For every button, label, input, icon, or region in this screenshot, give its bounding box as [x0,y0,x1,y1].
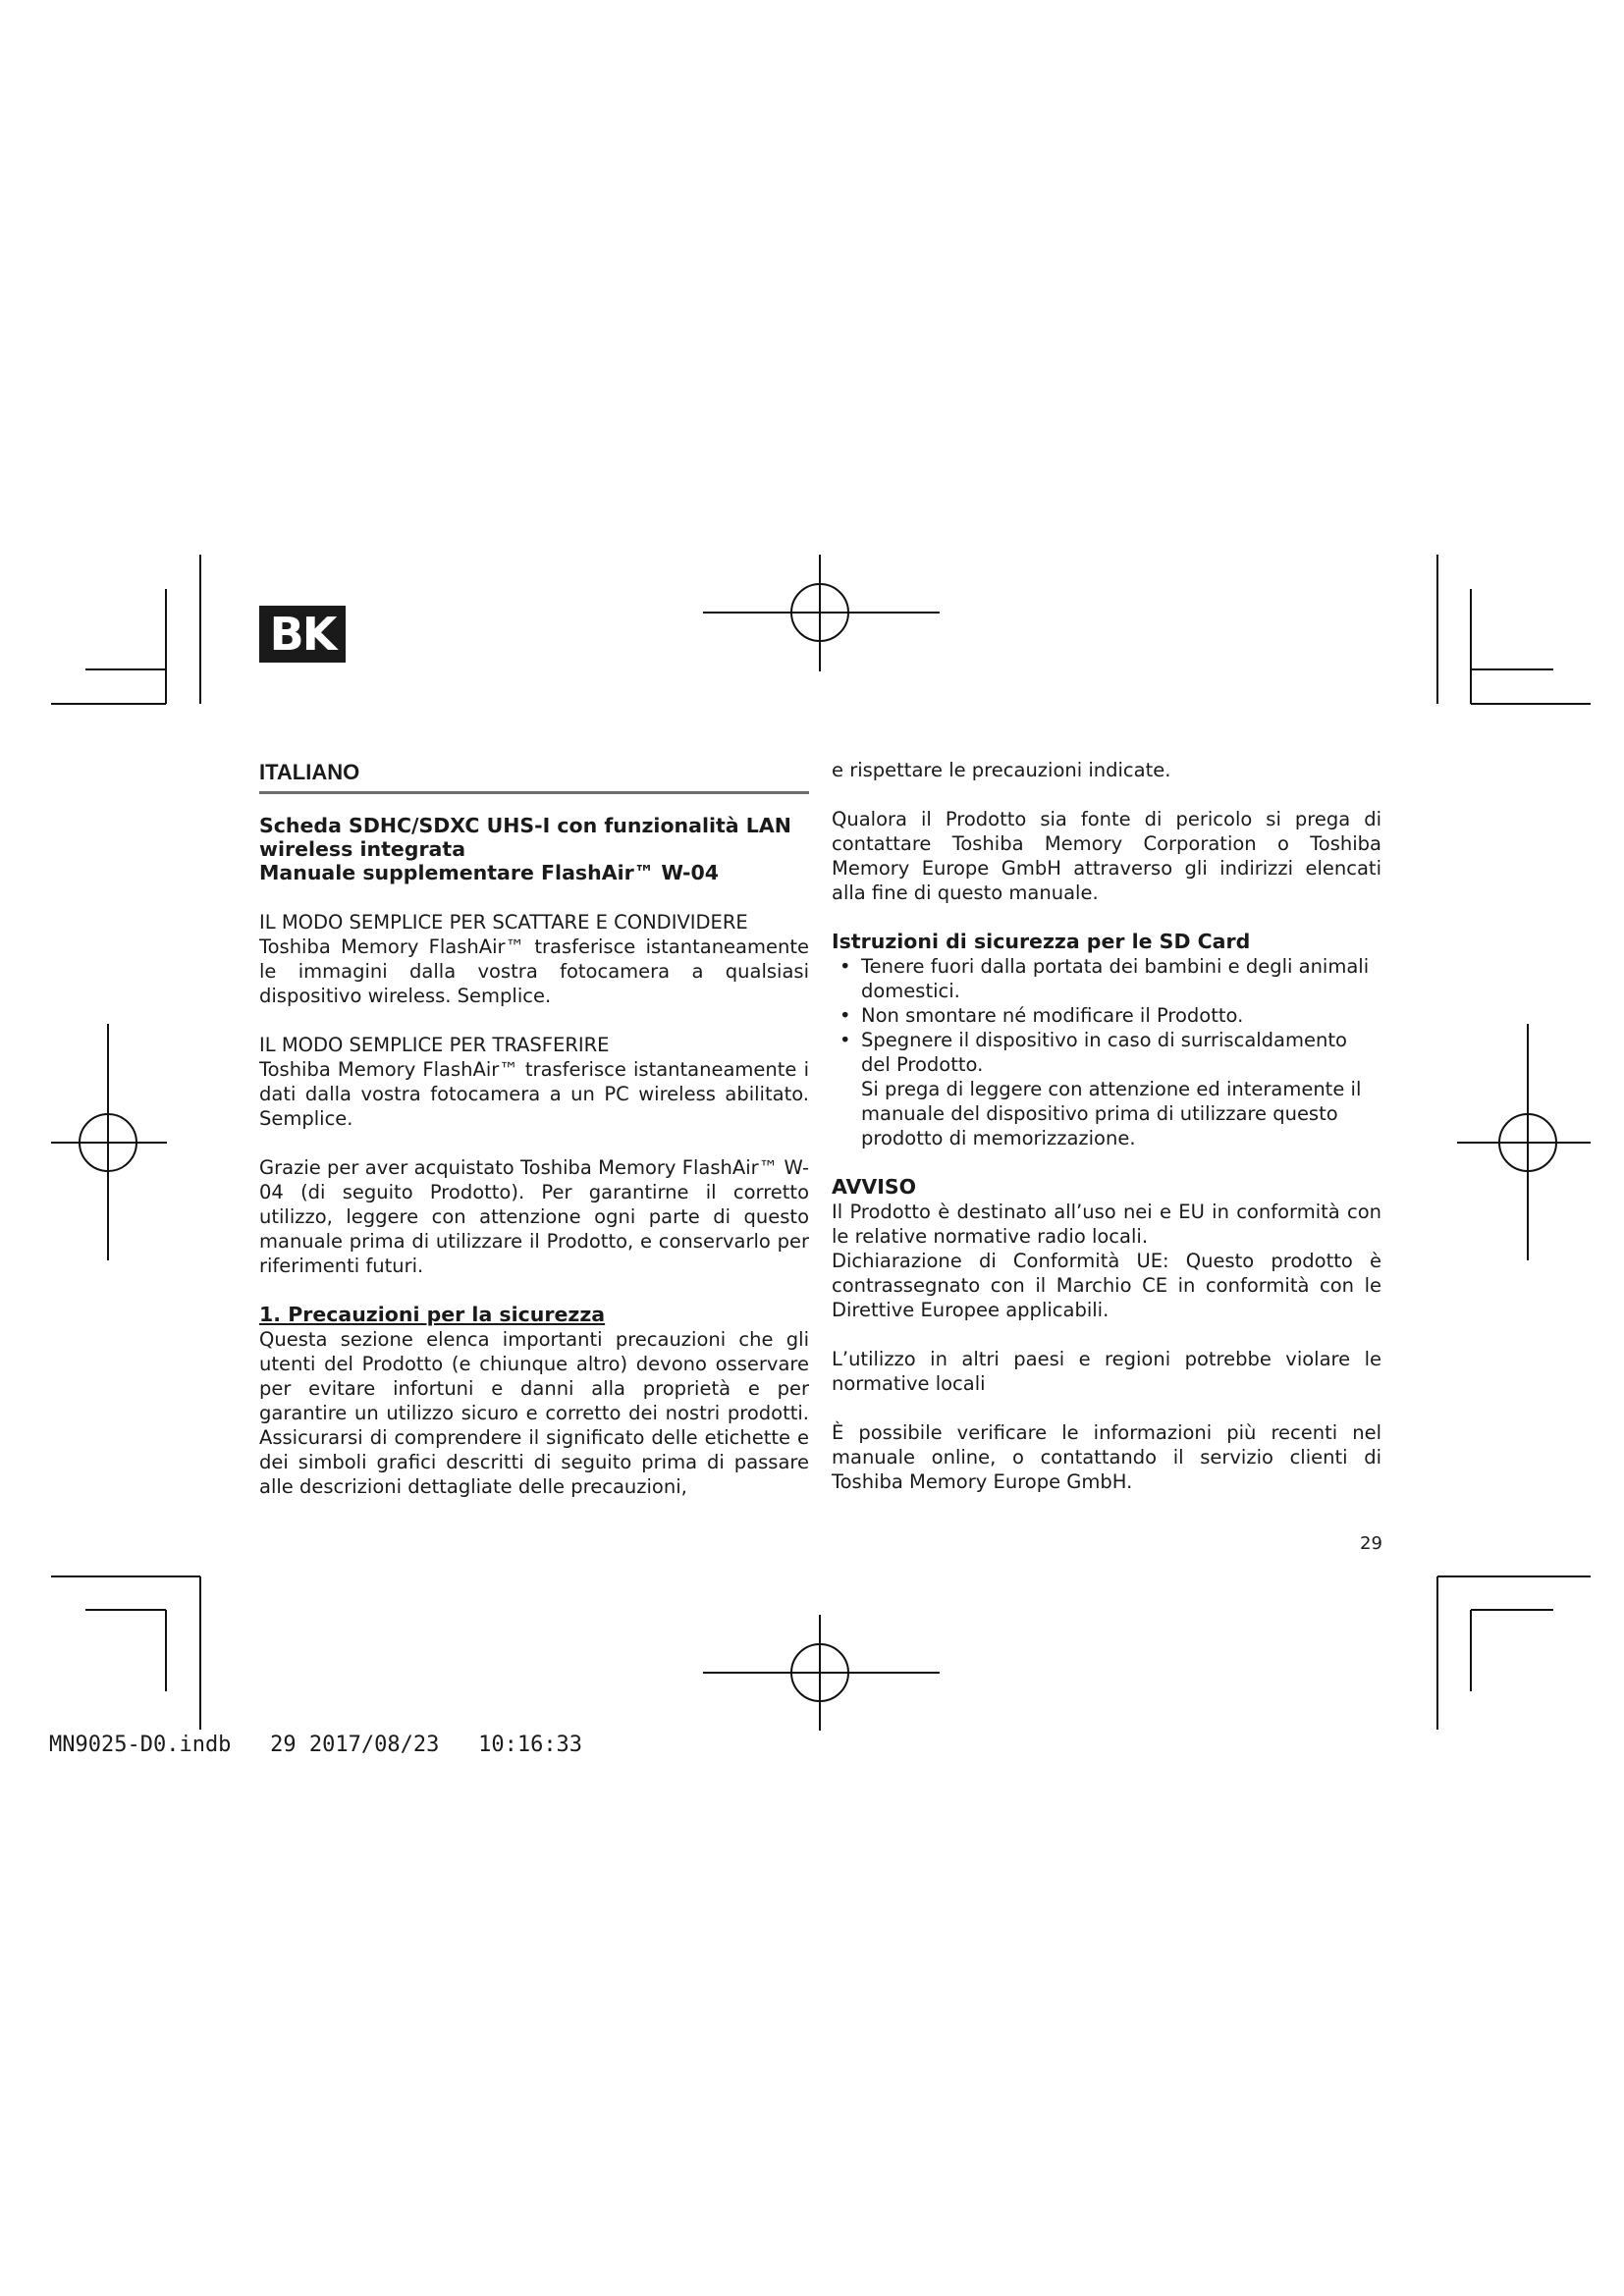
intro-block-2 [259,1033,809,1131]
crop-mark-bottom-left [51,1576,200,1730]
avviso-body-2: Dichiarazione di Conformità UE: Questo prodotto è contrassegnato con il Marchio CE in conformità con le Direttive Europee applicabili. [832,1250,1381,1321]
sd-safety-list [832,954,1381,1150]
list-item: • Non smontare né modificare il Prodotto. [832,1003,1381,1028]
crop-mark-top-right [1437,555,1591,704]
danger-paragraph: Qualora il Prodotto sia fonte di pericolo si prega di contattare Toshiba Memory Corporation o Toshiba Memory Europe GmbH attraverso gli indirizzi elencati alla fine di questo manuale. [832,808,1381,904]
list-item: • Tenere fuori dalla portata dei bambini e degli animali domestici. [832,954,1381,1003]
intro-body-1: Toshiba Memory FlashAir™ trasferisce istantaneamente le immagini dalla vostra fotocamera a qualsiasi dispositivo wireless. Semplice. [259,935,809,1007]
list-item-note: Si prega di leggere con attenzione ed interamente il manuale del dispositivo prima di utilizzare questo prodotto di memorizzazione. [861,1078,1362,1149]
intro-heading-1: IL MODO SEMPLICE PER SCATTARE E CONDIVIDERE [259,911,748,934]
continuation-text: e rispettare le precauzioni indicate. [832,759,1171,781]
intro-body-2: Toshiba Memory FlashAir™ trasferisce istantaneamente i dati dalla vostra fotocamera a un PC wireless abilitato. Semplice. [259,1058,809,1130]
section-1 [259,1303,809,1499]
registration-mark-right [1457,1024,1591,1260]
page-number: 29 [1360,1533,1382,1554]
print-slug: MN9025-D0.indb 29 2017/08/23 10:16:33 [49,1733,583,1757]
left-column [259,758,809,1523]
document-title [259,814,809,884]
bk-badge: BK [259,606,346,663]
avviso-section [832,1175,1381,1322]
language-heading: ITALIANO [259,758,809,794]
online-info-paragraph: È possibile verificare le informazioni più recenti nel manuale online, o contattando il servizio clienti di Toshiba Memory Europe GmbH. [832,1421,1381,1493]
registration-mark-bottom [703,1615,940,1731]
avviso-body-1: Il Prodotto è destinato all’uso nei e EU in conformità con le relative normative radio locali. [832,1201,1381,1248]
thanks-paragraph: Grazie per aver acquistato Toshiba Memory FlashAir™ W-04 (di seguito Prodotto). Per garantirne il corretto utilizzo, leggere con attenzione ogni parte di questo manuale prima di utilizzare il Prodotto, e conservarlo per riferimenti futuri. [259,1156,809,1277]
registration-mark-left [51,1024,167,1260]
section-1-body: Questa sezione elenca importanti precauzioni che gli utenti del Prodotto (e chiunque altro) devono osservare per evitare infortuni e danni alla proprietà e per garantire un utilizzo sicuro e corretto dei nostri prodotti. Assicurarsi di comprendere il significato delle etichette e dei simboli grafici descritti di seguito prima di passare alle descrizioni dettagliate delle precauzioni, [259,1328,809,1498]
registration-mark-top [703,555,940,671]
other-countries-paragraph: L’utilizzo in altri paesi e regioni potrebbe violare le normative locali [832,1348,1381,1395]
title-line-1: Scheda SDHC/SDXC UHS-I con funzionalità LAN [259,814,791,837]
sd-safety-heading: Istruzioni di sicurezza per le SD Card [832,930,1251,953]
avviso-heading: AVVISO [832,1175,917,1199]
intro-block-1 [259,910,809,1008]
list-item [832,1028,1381,1150]
title-line-2: wireless integrata [259,837,466,861]
right-column [832,758,1381,1519]
list-item-text: • Spegnere il dispositivo in caso di surriscaldamento del Prodotto. [861,1029,1347,1076]
crop-mark-top-left [51,555,200,704]
title-line-3: Manuale supplementare FlashAir™ W-04 [259,861,720,884]
intro-heading-2: IL MODO SEMPLICE PER TRASFERIRE [259,1034,610,1056]
crop-mark-bottom-right [1437,1576,1591,1730]
section-1-heading: 1. Precauzioni per la sicurezza [259,1303,606,1326]
